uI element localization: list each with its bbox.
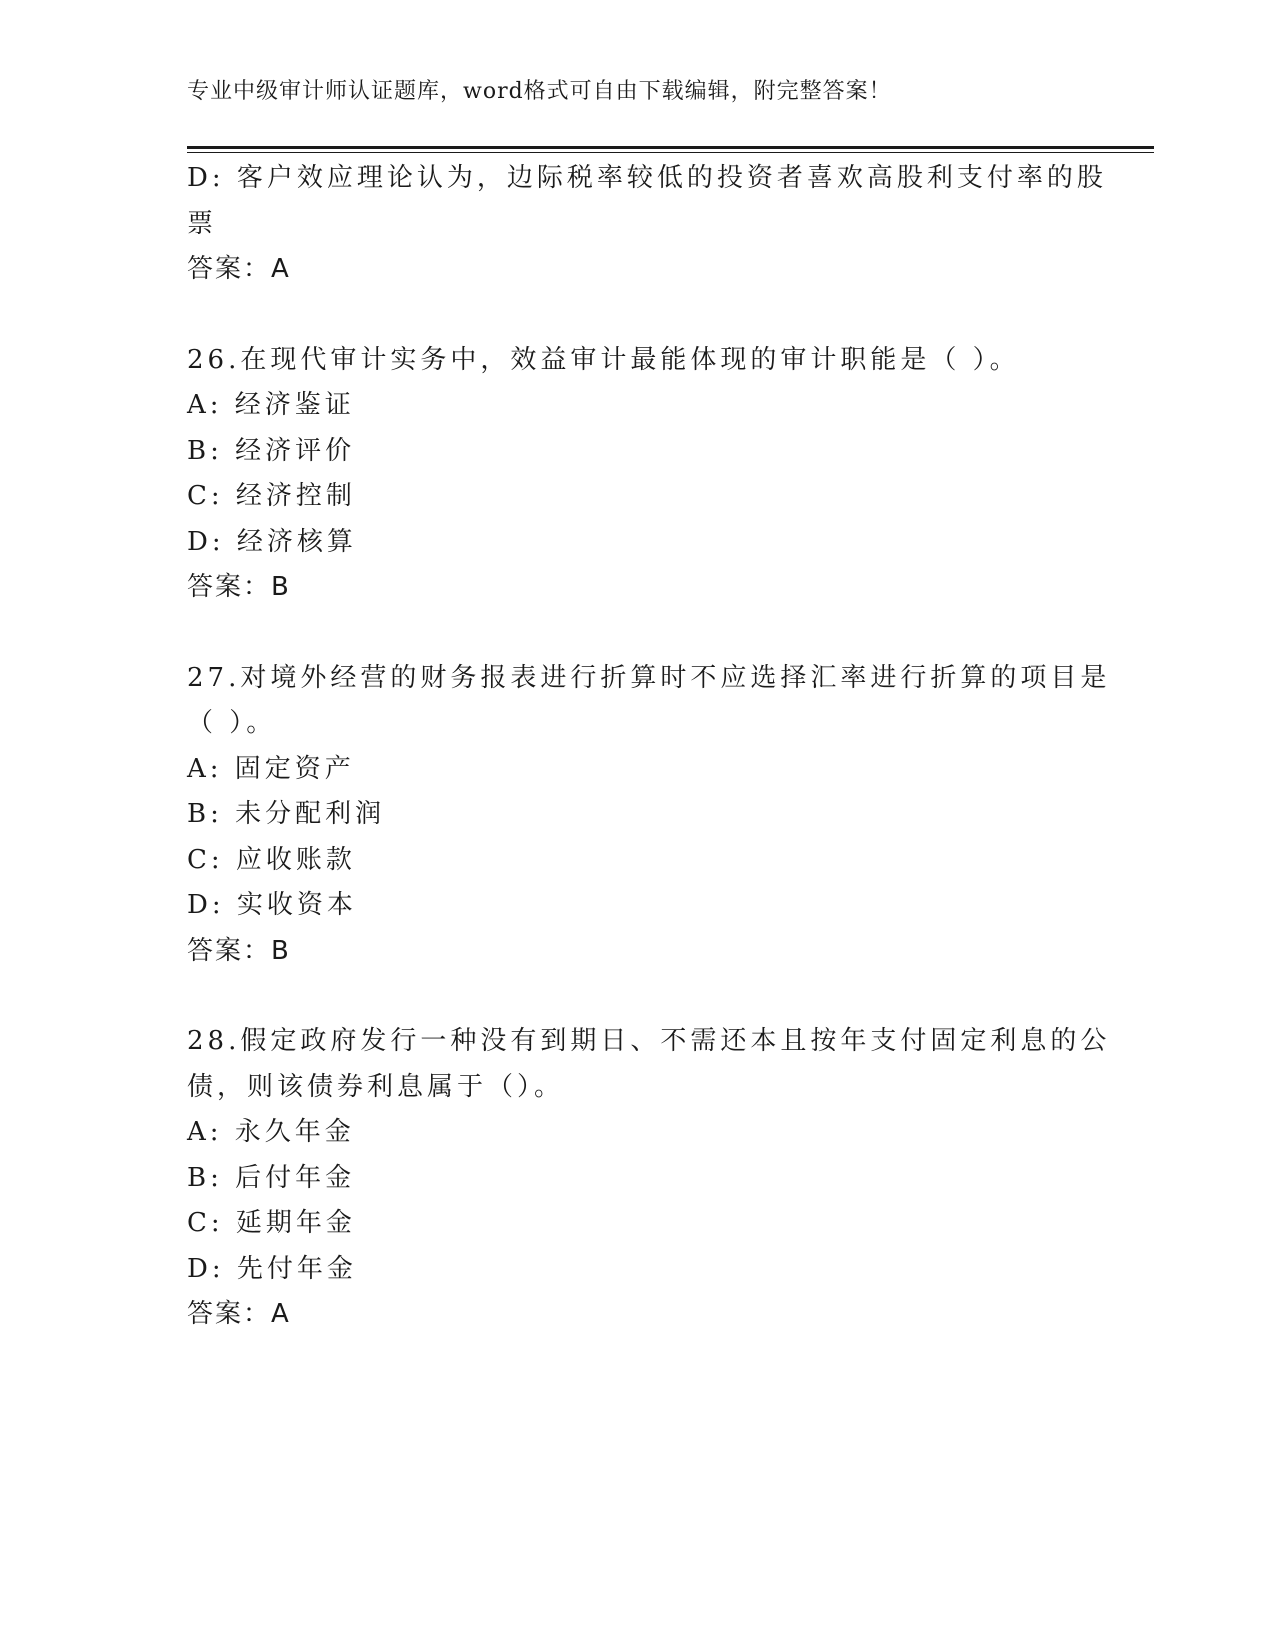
question-content: [187, 156, 1111, 1338]
answer-line: 答案：A: [187, 254, 291, 284]
question-stem: 27.对境外经营的财务报表进行折算时不应选择汇率进行折算的项目是: [187, 662, 1111, 693]
option-d: D: 客户效应理论认为，边际税率较低的投资者喜欢高股利支付率的股: [187, 163, 1107, 193]
option-d: D: 先付年金: [187, 1253, 357, 1284]
option-a: A: 固定资产: [187, 753, 355, 784]
answer-line: 答案：B: [187, 572, 291, 602]
option-b: B: 未分配利润: [187, 799, 386, 829]
option-a: A: 经济鉴证: [187, 390, 355, 420]
page-header: 专业中级审计师认证题库，word格式可自由下载编辑，附完整答案！: [187, 79, 892, 104]
option-d: D: 经济核算: [187, 526, 357, 557]
question-stem: 26.在现代审计实务中，效益审计最能体现的审计职能是（ ）。: [187, 344, 1020, 375]
answer-line: 答案：B: [187, 935, 291, 966]
option-d: D: 实收资本: [187, 890, 357, 920]
question-stem-continued: （ ）。: [187, 708, 277, 738]
question-27: [187, 656, 1111, 975]
option-c: C: 应收账款: [187, 844, 356, 875]
option-c: C: 经济控制: [187, 481, 356, 511]
header-rule-thick: [187, 146, 1154, 149]
option-a: A: 永久年金: [187, 1117, 355, 1147]
question-stem-continued: 债，则该债券利息属于（）。: [187, 1071, 565, 1102]
option-b: B: 经济评价: [187, 435, 356, 466]
option-c: C: 延期年金: [187, 1208, 356, 1238]
question-stem: 28.假定政府发行一种没有到期日、不需还本且按年支付固定利息的公: [187, 1026, 1111, 1056]
option-b: B: 后付年金: [187, 1162, 356, 1193]
header-rule-thin: [187, 152, 1154, 153]
question-26: [187, 338, 1087, 611]
option-d-continued: 票: [187, 208, 218, 239]
answer-line: 答案：A: [187, 1299, 291, 1329]
previous-question-tail: [187, 156, 1107, 293]
question-28: [187, 1019, 1111, 1338]
